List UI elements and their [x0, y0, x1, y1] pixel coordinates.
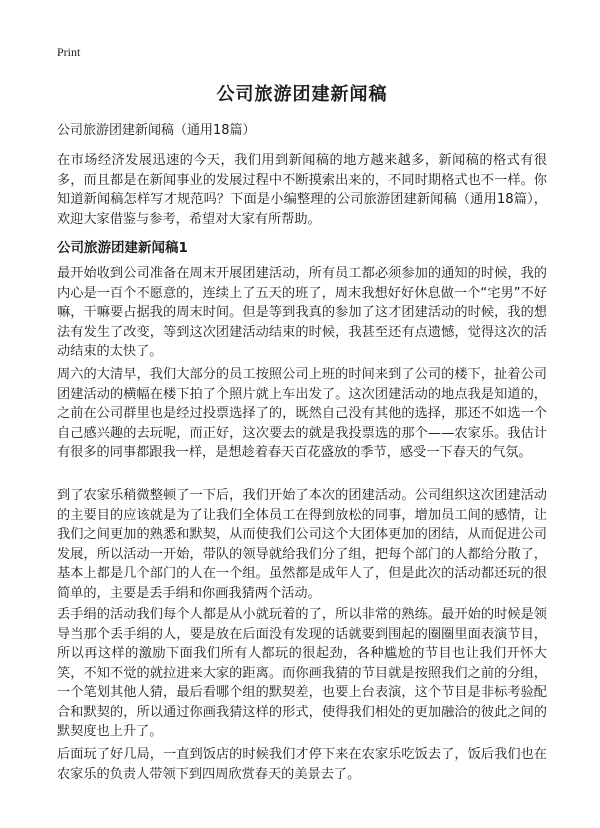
document-subtitle: 公司旅游团建新闻稿（通用18篇）	[57, 123, 256, 138]
section-heading: 公司旅游团建新闻稿1	[57, 240, 188, 256]
print-link[interactable]: Print	[57, 45, 81, 59]
body-paragraph: 后面玩了好几局，一直到饭店的时候我们才停下来在农家乐吃饭去了，饭后我们也在农家乐的负责人带领下到四周欣赏春天的美景去了。	[57, 747, 547, 782]
body-paragraph: 到了农家乐稍微整顿了一下后，我们开始了本次的团建活动。公司组织这次团建活动的主要目的应该就是为了让我们全体员工在得到放松的同事，增加员工间的感情，让我们之间更加的熟悉和默契，从而使我们公司这个大团体更加的团结，从而促进公司发展，所以活动一开始，带队的领导就给我们分了组，把每个部门的人都给分散了，基本上都是几个部门的人在一个组。虽然都是成年人了，但是此次的活动都还玩的很简单的，主要是丢手绢和你画我猜两个活动。	[57, 488, 547, 601]
document-page	[57, 0, 547, 828]
body-paragraph: 丢手绢的活动我们每个人都是从小就玩着的了，所以非常的熟练。最开始的时候是领导当那个丢手绢的人，要是放在后面没有发现的话就要到围起的圈圈里面表演节目，所以再这样的激励下面我们所有人都玩的很起劲，各种尴尬的节目也让我们开怀大笑，不知不觉的就拉进来大家的距离。而你画我猜的节目就是按照我们之前的分组，一个笔划其他人猜，最后看哪个组的默契差，也要上台表演，这个节目是非标考验配合和默契的，所以通过你画我猜这样的形式，使得我们相处的更加融洽的彼此之间的默契度也上升了。	[57, 607, 547, 739]
page-title: 公司旅游团建新闻稿	[216, 84, 388, 105]
body-paragraph: 最开始收到公司准备在周末开展团建活动，所有员工都必须参加的通知的时候，我的内心是一百个不愿意的，连续上了五天的班了，周末我想好好休息做一个“宅男”不好嘛，干嘛要占据我的周末时间。但是等到我真的参加了这才团建活动的时候，我的想法有发生了改变，等到这次团建活动结束的时候，我甚至还有点遗憾，觉得这次的活动结束的太快了。	[57, 266, 547, 359]
body-paragraph: 周六的大清早，我们大部分的员工按照公司上班的时间来到了公司的楼下，扯着公司团建活动的横幅在楼下拍了个照片就上车出发了。这次团建活动的地点我是知道的，之前在公司群里也是经过投票选择了的，既然自己没有其他的选择，那还不如选一个自己感兴趣的去玩呢，而正好，这次要去的就是我投票选的那个——农家乐。我估计有很多的同事都跟我一样，是想趁着春天百花盛放的季节，感受一下春天的气氛。	[57, 367, 547, 460]
intro-paragraph: 在市场经济发展迅速的今天，我们用到新闻稿的地方越来越多，新闻稿的格式有很多，而且都是在新闻事业的发展过程中不断摸索出来的，不同时期格式也不一样。你知道新闻稿怎样写才规范吗？下面是小编整理的公司旅游团建新闻稿（通用18篇），欢迎大家借鉴与参考，希望对大家有所帮助。	[57, 153, 547, 227]
